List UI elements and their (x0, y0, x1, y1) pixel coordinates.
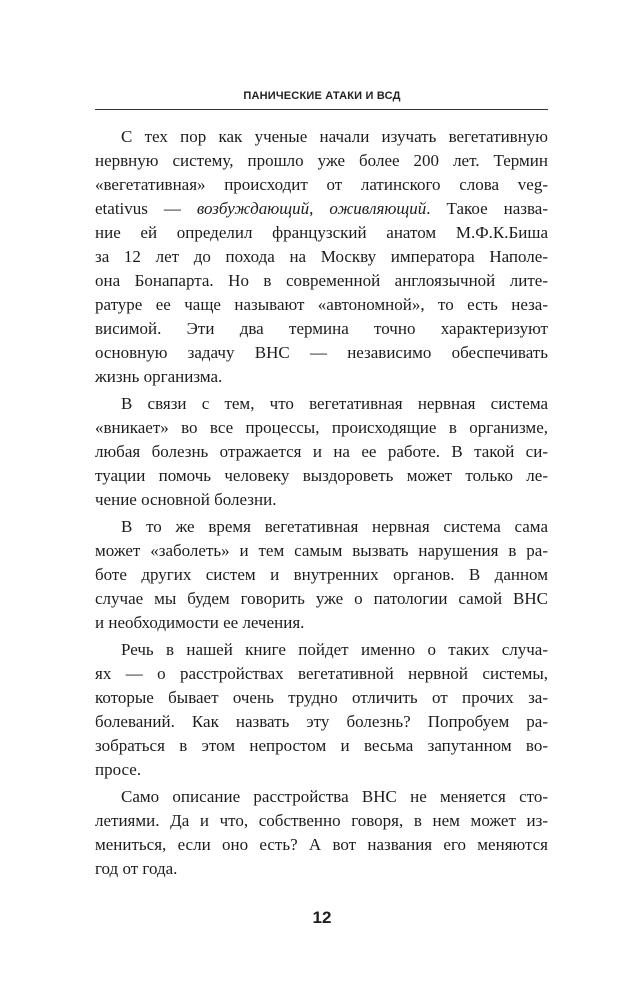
text-line: В связи с тем, что вегетативная нервная система (121, 394, 548, 413)
emphasis-text: возбуждающий, оживляющий (196, 199, 427, 218)
text-line: чение основной болезни. (95, 490, 277, 509)
text-line: висимой. Эти два термина точно характеризуют (95, 319, 548, 338)
text-line: и необходимости ее лечения. (95, 613, 305, 632)
text-line: летиями. Да и что, собственно говоря, в нем может из- (95, 811, 548, 830)
text-line: «вникает» во все процессы, происходящие в организме, (95, 418, 548, 437)
paragraph (95, 392, 548, 512)
text-line: С тех пор как ученые начали изучать вегетативную (121, 127, 548, 146)
text-line (95, 197, 548, 221)
text-line: «вегетативная» происходит от латинского слова veg- (95, 175, 548, 194)
text-line: основную задачу ВНС — независимо обеспечивать (95, 343, 548, 362)
text-line: мениться, если оно есть? А вот названия его меняются (95, 835, 548, 854)
running-head-title: ПАНИЧЕСКИЕ АТАКИ И ВСД (243, 90, 401, 102)
text-line: туации помочь человеку выздороветь может только ле- (95, 466, 548, 485)
text-line: случае мы будем говорить уже о патологии самой ВНС (95, 589, 548, 608)
text-line: ях — о расстройствах вегетативной нервной системы, (95, 664, 548, 683)
text-line: любая болезнь отражается и на ее работе. В такой си- (95, 442, 548, 461)
text-line: которые бывает очень трудно отличить от прочих за- (95, 688, 548, 707)
text-line: ние ей определил французский анатом М.Ф.К.Биша (95, 223, 548, 242)
text-line: зобраться в этом непростом и весьма запутанном во- (95, 736, 548, 755)
text-line: болеваний. Как назвать эту болезнь? Попробуем ра- (95, 712, 548, 731)
text-line: В то же время вегетативная нервная система сама (121, 517, 548, 536)
text-segment: etativus — (95, 199, 197, 218)
page-number: 12 (312, 908, 332, 927)
text-line: боте других систем и внутренних органов. В данном (95, 565, 548, 584)
paragraph (95, 785, 548, 881)
text-line: она Бонапарта. Но в современной англоязычной лите- (95, 271, 548, 290)
paragraph (95, 638, 548, 782)
text-line: нервную систему, прошло уже более 200 лет. Термин (95, 151, 548, 170)
text-line: год от года. (95, 859, 178, 878)
text-line: жизнь организма. (95, 367, 223, 386)
text-line: может «заболеть» и тем самым вызвать нарушения в ра- (95, 541, 548, 560)
body-text (95, 125, 548, 884)
text-segment: . Такое назва- (426, 199, 548, 218)
text-line: Речь в нашей книге пойдет именно о таких случа- (121, 640, 548, 659)
text-line: Само описание расстройства ВНС не меняется сто- (121, 787, 548, 806)
paragraph (95, 125, 548, 389)
text-line: ратуре ее чаще называют «автономной», то есть неза- (95, 295, 548, 314)
text-line: просе. (95, 760, 142, 779)
paragraph (95, 515, 548, 635)
header-divider (95, 109, 548, 110)
text-line: за 12 лет до похода на Москву императора Наполе- (95, 247, 548, 266)
